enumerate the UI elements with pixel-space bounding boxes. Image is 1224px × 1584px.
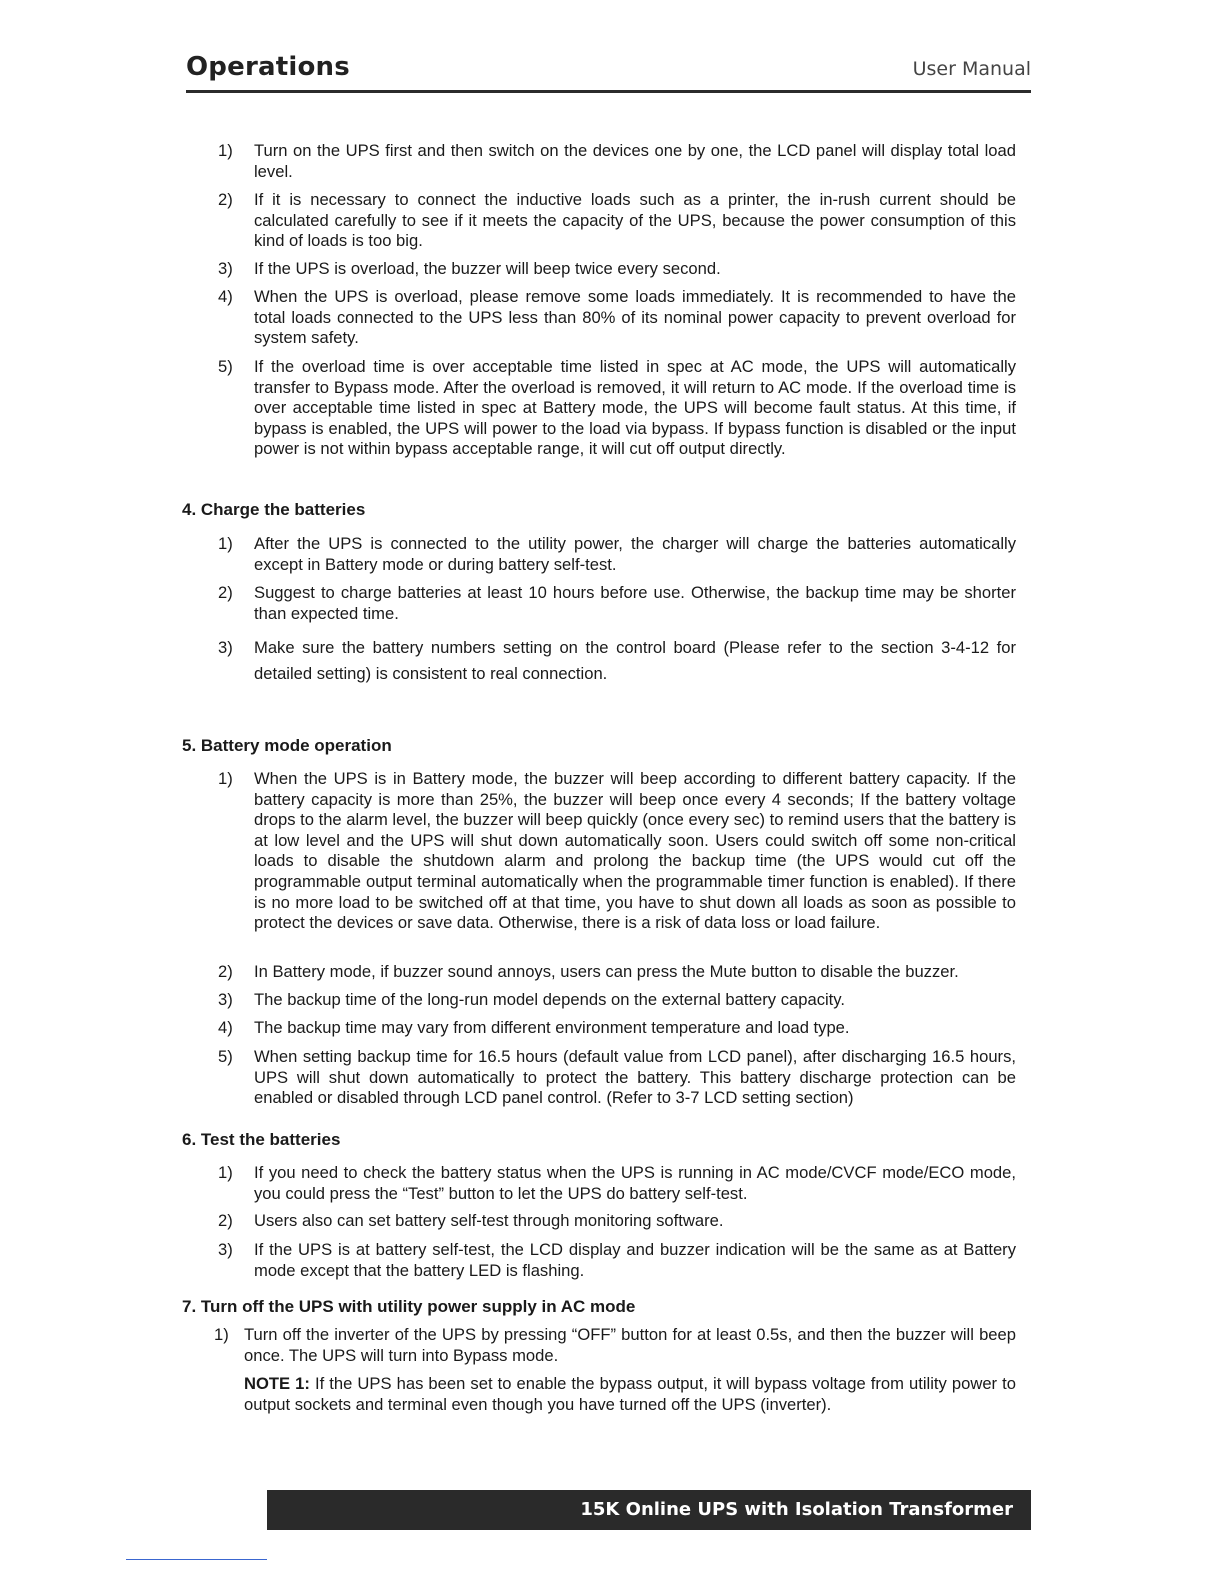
item-number: 5): [218, 357, 233, 376]
item-number: 3): [218, 1240, 233, 1259]
note-label: NOTE 1:: [244, 1374, 310, 1393]
item-text: If the UPS is overload, the buzzer will beep twice every second.: [254, 259, 721, 278]
note: [244, 1374, 1016, 1415]
item-text: Make sure the battery numbers setting on the control board (Please refer to the section 3-4-12 for detailed setting) is consistent to real connection.: [254, 638, 1016, 683]
item-number: 4): [218, 287, 233, 306]
item-number: 4): [218, 1018, 233, 1037]
list-item: [218, 1018, 1016, 1039]
list-item: [218, 583, 1016, 624]
list-item: [218, 962, 1016, 983]
list-item: [218, 769, 1016, 934]
section-title: Operations: [186, 52, 350, 82]
divider: [126, 1559, 267, 1560]
item-number: 1): [218, 141, 233, 160]
item-number: 3): [218, 990, 233, 1009]
list-item: [218, 287, 1016, 349]
item-number: 1): [218, 769, 233, 788]
page-footer: [267, 1490, 1031, 1530]
item-text: If it is necessary to connect the inductive loads such as a printer, the in-rush current should be calculated carefully to see if it meets the capacity of the UPS, because the power consumption of this kind of loads is too big.: [254, 190, 1016, 251]
section-heading-turn-off: 7. Turn off the UPS with utility power supply in AC mode: [182, 1297, 636, 1316]
list-item: [218, 259, 1016, 280]
list-item: [218, 990, 1016, 1011]
item-text: The backup time may vary from different environment temperature and load type.: [254, 1018, 850, 1037]
item-number: 2): [218, 1211, 233, 1230]
item-text: Turn on the UPS first and then switch on the devices one by one, the LCD panel will display total load level.: [254, 141, 1016, 181]
item-number: 1): [218, 1163, 233, 1182]
item-number: 2): [218, 962, 233, 981]
note-text: If the UPS has been set to enable the bypass output, it will bypass voltage from utility power to output sockets and terminal even though you have turned off the UPS (inverter).: [244, 1374, 1016, 1414]
list-item: [218, 190, 1016, 252]
section-heading-test: 6. Test the batteries: [182, 1130, 341, 1149]
section-heading-charge: 4. Charge the batteries: [182, 500, 366, 519]
item-text: Turn off the inverter of the UPS by pressing “OFF” button for at least 0.5s, and then the buzzer will beep once. The UPS will turn into Bypass mode.: [244, 1325, 1016, 1365]
item-text: The backup time of the long-run model depends on the external battery capacity.: [254, 990, 845, 1009]
section-heading-battery-mode: 5. Battery mode operation: [182, 736, 392, 755]
list-item: [218, 1211, 1016, 1232]
item-text: In Battery mode, if buzzer sound annoys, users can press the Mute button to disable the buzzer.: [254, 962, 959, 981]
item-text: When setting backup time for 16.5 hours (default value from LCD panel), after discharging 16.5 hours, UPS will shut down automatically to protect the battery. This battery discharge protection can be enabled or disabled through LCD panel control. (Refer to 3-7 LCD setting section): [254, 1047, 1016, 1108]
item-text: If you need to check the battery status when the UPS is running in AC mode/CVCF mode/ECO mode, you could press the “Test” button to let the UPS do battery self-test.: [254, 1163, 1016, 1203]
item-number: 3): [218, 259, 233, 278]
item-text: After the UPS is connected to the utility power, the charger will charge the batteries automatically except in Battery mode or during battery self-test.: [254, 534, 1016, 574]
item-number: 5): [218, 1047, 233, 1066]
list-item: [218, 635, 1016, 687]
item-text: Suggest to charge batteries at least 10 hours before use. Otherwise, the backup time may be shorter than expected time.: [254, 583, 1016, 623]
item-text: Users also can set battery self-test through monitoring software.: [254, 1211, 724, 1230]
list-item: [218, 141, 1016, 182]
list-item: [214, 1325, 1016, 1366]
item-text: If the UPS is at battery self-test, the LCD display and buzzer indication will be the same as at Battery mode except that the battery LED is flashing.: [254, 1240, 1016, 1280]
manual-label: User Manual: [912, 58, 1031, 80]
item-number: 1): [214, 1325, 229, 1344]
list-item: [218, 1240, 1016, 1281]
item-number: 2): [218, 583, 233, 602]
list-item: [218, 1047, 1016, 1109]
list-item: [218, 357, 1016, 460]
item-number: 1): [218, 534, 233, 553]
item-number: 3): [218, 638, 233, 657]
item-text: If the overload time is over acceptable time listed in spec at AC mode, the UPS will automatically transfer to Bypass mode. After the overload is removed, it will return to AC mode. If the overload time is over acceptable time listed in spec at Battery mode, the UPS will become fault status. At this time, if bypass is enabled, the UPS will power to the load via bypass. If bypass function is disabled or the input power is not within bypass acceptable range, it will cut off output directly.: [254, 357, 1016, 459]
footer-title: 15K Online UPS with Isolation Transformer: [580, 1499, 1013, 1520]
item-text: When the UPS is overload, please remove some loads immediately. It is recommended to have the total loads connected to the UPS less than 80% of its nominal power capacity to prevent overload for system safety.: [254, 287, 1016, 348]
list-item: [218, 1163, 1016, 1204]
item-text: When the UPS is in Battery mode, the buzzer will beep according to different battery capacity. If the battery capacity is more than 25%, the buzzer will beep once every 4 seconds; If the battery voltage drops to the alarm level, the buzzer will beep quickly (once every sec) to remind users that the battery is at low level and the UPS will shut down automatically soon. Users could switch off some non-critical loads to disable the shutdown alarm and prolong the backup time (the UPS would cut off the programmable output terminal automatically when the programmable timer function is enabled). If there is no more load to be switched off at that time, you have to shut down all loads as soon as possible to protect the devices or save data. Otherwise, there is a risk of data loss or load failure.: [254, 769, 1016, 933]
list-item: [218, 534, 1016, 575]
item-number: 2): [218, 190, 233, 209]
